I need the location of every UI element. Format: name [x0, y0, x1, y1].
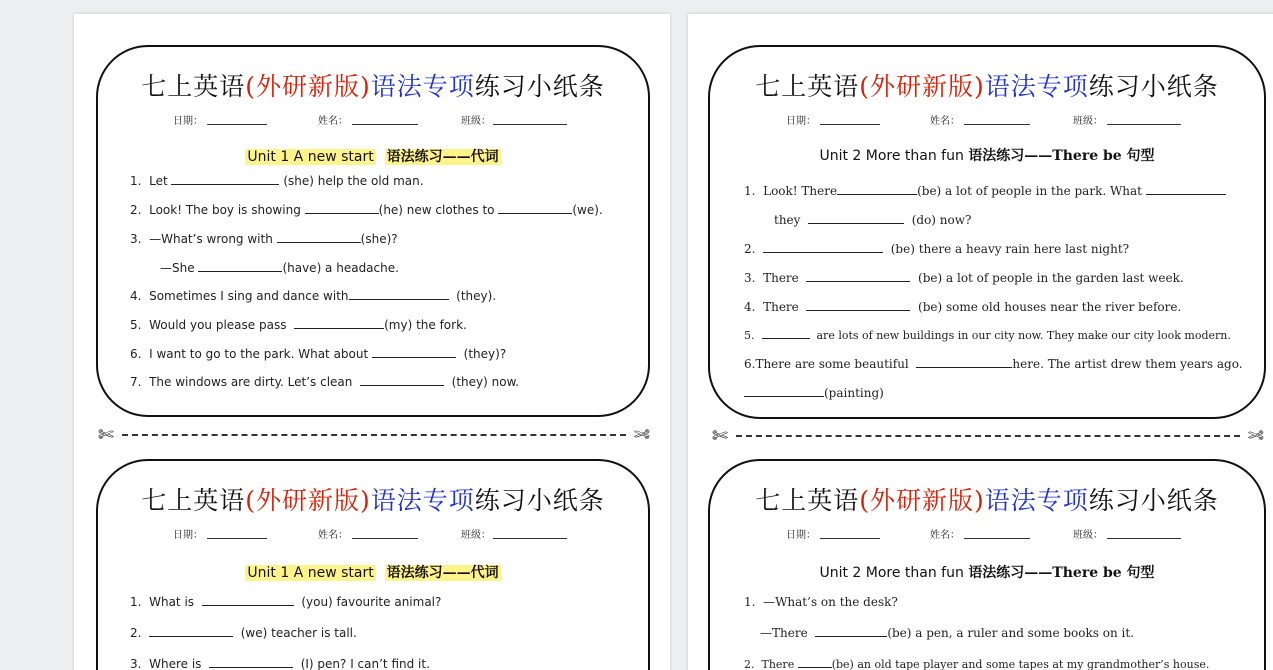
card-title: 七上英语(外研新版)语法专项练习小纸条 [141, 486, 605, 515]
question-line: 4. There (be) some old houses near the river before. [744, 300, 1182, 314]
question-line: 2. (be) there a heavy rain here last night? [744, 242, 1130, 256]
question-line: 3. Where is (I) pen? I can’t find it. [130, 657, 430, 670]
document-page-right [688, 14, 1273, 670]
card-title: 七上英语(外研新版)语法专项练习小纸条 [141, 72, 605, 101]
cut-line [98, 425, 650, 445]
question-line: 3. —What’s wrong with (she)? [130, 232, 398, 246]
cut-line [712, 426, 1264, 446]
question-line: 3. There (be) a lot of people in the garden last week. [744, 271, 1184, 285]
question-line: 1. What is (you) favourite animal? [130, 595, 442, 609]
question-line: —There (be) a pen, a ruler and some books on it. [760, 626, 1134, 640]
question-line: 1. Let (she) help the old man. [130, 174, 424, 188]
question-line: (painting) [744, 385, 884, 401]
worksheet-card-unit2-top: 七上英语(外研新版)语法专项练习小纸条 日期： 姓名： 班级： Unit 2 More than fun 语法练习——There be 句型 1. Look! There (be) a lot of people in the park. What they (do) now? 2. (be) there a heavy rain here last night? 3. There (be) a lot of people in the garden last week. 4. There (be) some old houses near the river before. 5. are lots of new buildings in our city now. They make our city look modern. 6.There are some beautiful here. The artist drew them years ago. (painting) [708, 45, 1266, 419]
scissors-icon: ✄ [634, 424, 650, 446]
question-line: 6. I want to go to the park. What about (they)? [130, 347, 507, 361]
scissors-icon: ✄ [1248, 425, 1264, 447]
worksheet-card-unit1-top: 七上英语(外研新版)语法专项练习小纸条 日期： 姓名： 班级： Unit 1 A new start 语法练习——代词 1. Let (she) help the old man. 2. Look! The boy is showing (he) new clothes to (we). 3. —What’s wrong with (she)? —She (have) a headache. 4. Sometimes I sing and dance with (they). 5. Would you please pass (my) the fork. 6. I want to go to the park. What about (they)? 7. The windows are dirty. Let’s clean (they) now. [96, 45, 650, 417]
card-title: 七上英语(外研新版)语法专项练习小纸条 [755, 486, 1219, 515]
section-heading: Unit 1 A new start 语法练习——代词 [247, 565, 499, 581]
question-line: 5. Would you please pass (my) the fork. [130, 318, 467, 332]
question-line: —She (have) a headache. [160, 261, 399, 275]
question-line: 1. —What’s on the desk? [744, 595, 898, 609]
scissors-icon: ✄ [712, 425, 728, 447]
question-line: 7. The windows are dirty. Let’s clean (they) now. [130, 375, 520, 389]
question-line: 4. Sometimes I sing and dance with (they). [130, 289, 497, 303]
question-line: 6.There are some beautiful here. The artist drew them years ago. [744, 357, 1243, 371]
section-heading: Unit 2 More than fun 语法练习——There be 句型 [819, 565, 1155, 581]
worksheet-card-unit2-bottom: 七上英语(外研新版)语法专项练习小纸条 日期： 姓名： 班级： Unit 2 More than fun 语法练习——There be 句型 1. —What’s on the desk? —There (be) a pen, a ruler and some books on it. 2. There (be) an old tape player and some tapes at my grandmother’s house. [708, 459, 1266, 670]
question-line: they (do) now? [774, 213, 972, 227]
scissors-icon: ✄ [98, 424, 114, 446]
worksheet-card-unit1-bottom: 七上英语(外研新版)语法专项练习小纸条 日期： 姓名： 班级： Unit 1 A new start 语法练习——代词 1. What is (you) favourite animal? 2. (we) teacher is tall. 3. Where is (I) pen? I can’t find it. [96, 459, 650, 670]
question-line: 1. Look! There (be) a lot of people in the park. What [744, 183, 1226, 199]
document-page-left [74, 14, 670, 670]
question-line: 2. Look! The boy is showing (he) new clothes to (we). [130, 203, 603, 217]
section-heading: Unit 2 More than fun 语法练习——There be 句型 [819, 148, 1155, 164]
question-line: 2. There (be) an old tape player and some tapes at my grandmother’s house. [744, 658, 1210, 670]
question-line: 5. are lots of new buildings in our city now. They make our city look modern. [744, 329, 1231, 342]
card-title: 七上英语(外研新版)语法专项练习小纸条 [755, 72, 1219, 101]
question-line: 2. (we) teacher is tall. [130, 626, 357, 640]
section-heading: Unit 1 A new start 语法练习——代词 [247, 149, 499, 165]
